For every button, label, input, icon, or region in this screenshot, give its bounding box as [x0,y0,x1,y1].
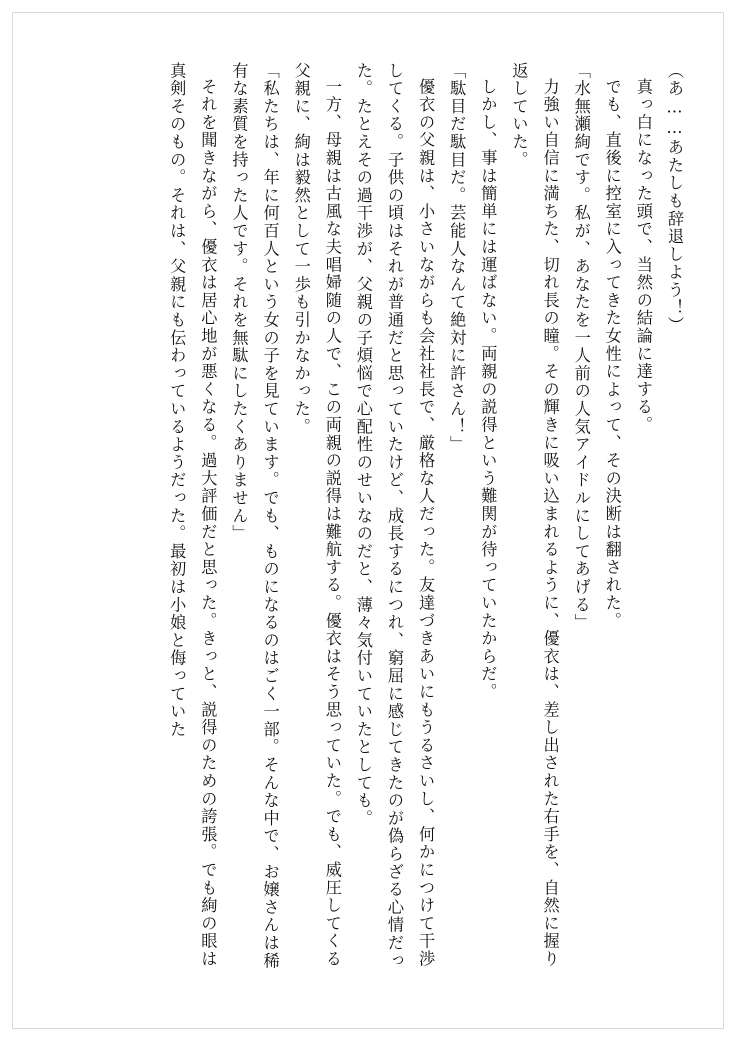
paragraph: 「私たちは、年に何百人という女の子を見ています。でも、ものになるのはごく一部。そんな中で、お嬢さんは稀有な素質を持った人です。それを無駄にしたくありません」 [229,62,280,970]
paragraph: 真っ白になった頭で、当然の結論に達する。 [633,78,653,435]
paragraph: （あ……あたしも辞退しよう！） [665,62,684,335]
paragraph: 優衣の父親は、小さいながらも会社社長で、厳格な人だった。友達づきあいにもうるさいし、何かにつけて干渉してくる。子供の頃はそれが普通だと思っていたけど、成長するにつれ、窮屈に感じてきたのが偽らざる心情だった。たとえその過干渉が、父親の子煩悩で心配性のせいなのだと、薄々気付いていたとしても。 [353,62,436,970]
paragraph: 「駄目だ駄目だ。芸能人なんて絶対に許さん！」 [447,62,467,454]
paragraph: 「水無瀬絢です。私が、あなたを一人前の人気アイドルにしてあげる」 [571,62,591,632]
paragraph: 力強い自信に満ちた、切れ長の瞳。その輝きに吸い込まれるように、優衣は、差し出された右手を、自然に握り返していた。 [509,62,560,969]
vertical-text-body [62,62,690,983]
paragraph: 一方、母親は古風な夫唱婦随の人で、この両親の説得は難航する。優衣はそう思っていた。でも、威圧してくる父親に、絢は毅然として一歩も引かなかった。 [291,62,342,969]
paragraph: しかし、事は簡単には運ばない。両親の説得という難関が待っていたからだ。 [478,78,498,702]
paragraph: でも、直後に控室に入ってきた女性によって、その決断は翻された。 [602,78,622,630]
paragraph: それを聞きながら、優衣は居心地が悪くなる。過大評価だと思った。きっと、説得のための誇張。でも絢の眼は真剣そのもの。それは、父親にも伝わっているようだった。最初は小娘と侮っていた [167,62,218,969]
